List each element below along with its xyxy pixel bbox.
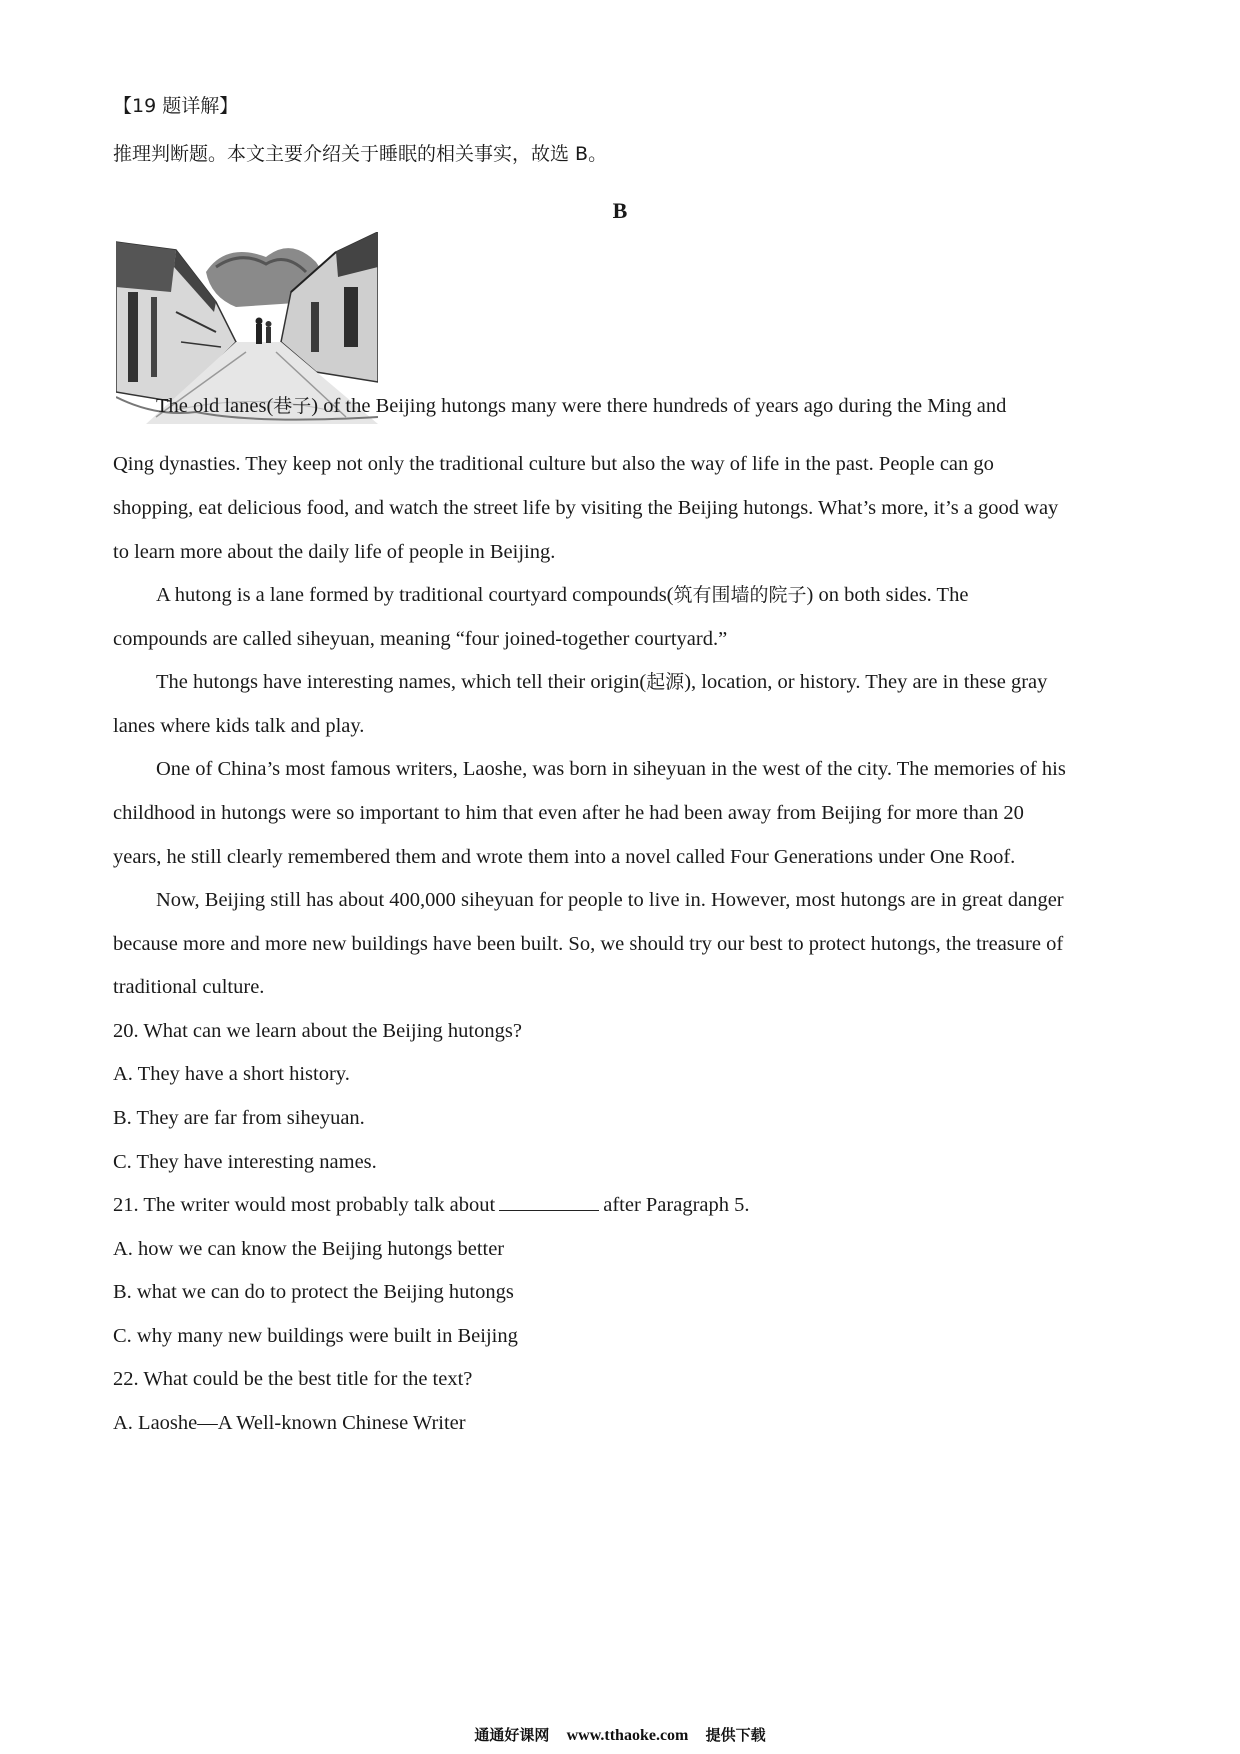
passage-p2-line1 (156, 581, 968, 609)
q19-explanation: 推理判断题。本文主要介绍关于睡眠的相关事实，故选 B。 (113, 143, 608, 165)
passage-p2-line2: compounds are called siheyuan, meaning “four joined-together courtyard.” (113, 628, 728, 650)
passage-p4-line3: years, he still clearly remembered them and wrote them into a novel called Four Generations under One Roof. (113, 846, 1016, 868)
passage-p4-line1: One of China’s most famous writers, Laoshe, was born in siheyuan in the west of the city. The memories of his (156, 758, 1066, 780)
footer-site-name: 通通好课网 (474, 1726, 550, 1744)
q19-heading: 【19 题详解】 (113, 95, 239, 117)
q21-option-a: A. how we can know the Beijing hutongs better (113, 1238, 505, 1260)
passage-gloss: 筑有围墙的院子 (673, 584, 807, 606)
footer-action: 提供下载 (705, 1726, 766, 1744)
question-22: 22. What could be the best title for the text? (113, 1368, 473, 1390)
passage-p1-line3: shopping, eat delicious food, and watch the street life by visiting the Beijing hutongs. What’s more, it’s a good way (113, 497, 1059, 519)
passage-text: A hutong is a lane formed by traditional courtyard compounds( (156, 584, 674, 606)
passage-p5-line3: traditional culture. (113, 976, 265, 998)
q20-option-b: B. They are far from siheyuan. (113, 1107, 365, 1129)
passage-p1-line1 (156, 392, 1006, 420)
q22-option-a: A. Laoshe—A Well-known Chinese Writer (113, 1412, 466, 1434)
passage-p5-line2: because more and more new buildings have been built. So, we should try our best to protect hutongs, the treasure of (113, 933, 1064, 955)
passage-p3-line2: lanes where kids talk and play. (113, 715, 365, 737)
passage-p1-line4: to learn more about the daily life of people in Beijing. (113, 541, 556, 563)
section-label: B (612, 198, 628, 223)
q20-option-c: C. They have interesting names. (113, 1151, 377, 1173)
answer-blank (499, 1192, 599, 1211)
q20-option-a: A. They have a short history. (113, 1063, 350, 1085)
passage-text: ) of the Beijing hutongs many were there hundreds of years ago during the Ming and (311, 395, 1007, 417)
footer-url[interactable]: www.tthaoke.com (566, 1727, 689, 1744)
passage-p5-line1: Now, Beijing still has about 400,000 siheyuan for people to live in. However, most hutongs are in great danger (156, 889, 1064, 911)
question-21 (113, 1191, 750, 1219)
question-text: 21. The writer would most probably talk about (113, 1194, 496, 1216)
question-20: 20. What can we learn about the Beijing hutongs? (113, 1020, 522, 1042)
question-text: after Paragraph 5. (603, 1194, 750, 1216)
q21-option-b: B. what we can do to protect the Beijing hutongs (113, 1281, 514, 1303)
passage-p4-line2: childhood in hutongs were so important to him that even after he had been away from Beijing for more than 20 (113, 802, 1024, 824)
passage-text: The old lanes( (156, 395, 274, 417)
page-footer (0, 1724, 1240, 1745)
passage-text: ), location, or history. They are in these gray (684, 671, 1048, 693)
q21-option-c: C. why many new buildings were built in Beijing (113, 1325, 518, 1347)
passage-gloss: 巷子 (273, 395, 312, 417)
passage-p3-line1 (156, 668, 1047, 696)
passage-gloss: 起源 (646, 671, 685, 693)
passage-p1-line2: Qing dynasties. They keep not only the traditional culture but also the way of life in the past. People can go (113, 453, 994, 475)
passage-text: The hutongs have interesting names, which tell their origin( (156, 671, 647, 693)
passage-text: ) on both sides. The (806, 584, 969, 606)
